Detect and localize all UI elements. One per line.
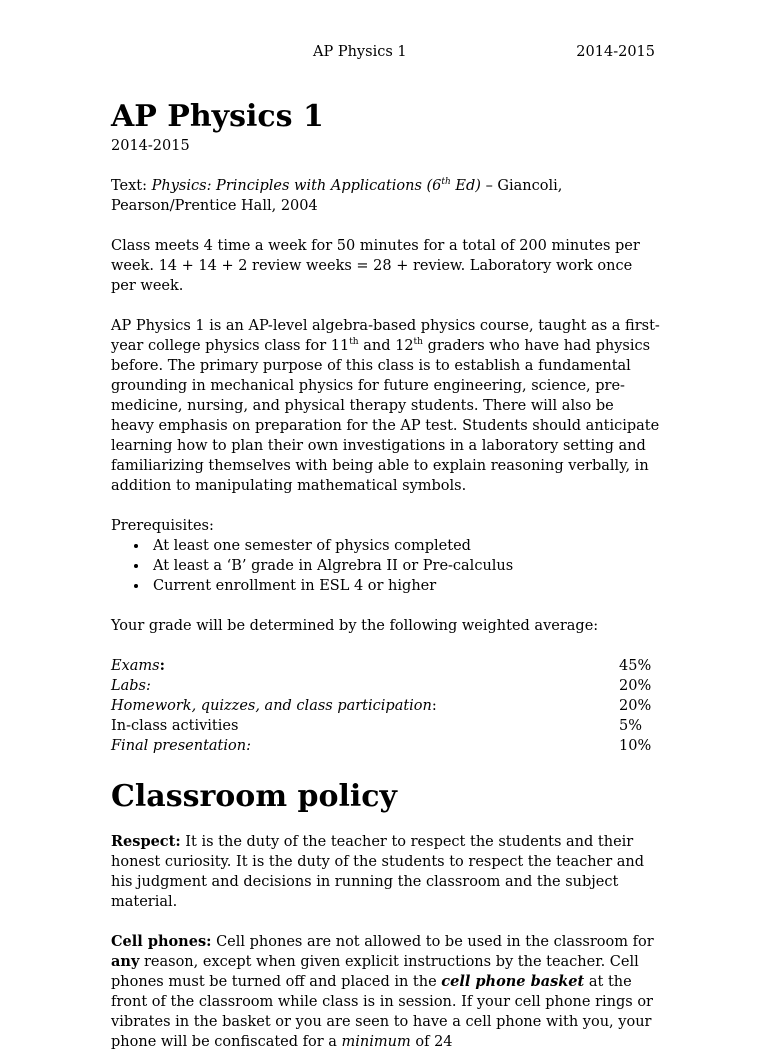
text-reference: Text: Physics: Principles with Applications (6th Ed) – Giancoli, Pearson/Prentice Hall, 2004 (111, 177, 563, 214)
prerequisites-list (111, 536, 661, 596)
grade-table (111, 656, 661, 756)
grade-value: 20% (619, 678, 652, 694)
prerequisites-label: Prerequisites: (111, 518, 214, 534)
grade-value: 20% (619, 698, 652, 714)
respect-paragraph: Respect: It is the duty of the teacher to respect the students and their honest curiosity. It is the duty of the students to respect the teacher and his judgment and decisions in running the classroom and the subject material. (111, 833, 645, 910)
grade-label-exams: Exams: (111, 657, 165, 674)
header-right: 2014-2015 (576, 44, 655, 60)
document-body (111, 100, 661, 1052)
grade-value: 45% (619, 658, 652, 674)
grade-intro: Your grade will be determined by the following weighted average: (111, 618, 599, 634)
document-title: AP Physics 1 (111, 99, 324, 134)
grade-label-labs: Labs: (111, 678, 151, 694)
grade-label-final: Final presentation: (111, 738, 251, 754)
grade-label-homework: Homework, quizzes, and class participation: (111, 698, 437, 714)
description-paragraph: AP Physics 1 is an AP-level algebra-based physics course, taught as a first-year college physics class for 11th and 12th graders who have had physics before. The primary purpose of this class is to establish a fundamental grounding in mechanical physics for future engineering, science, pre-medicine, nursing, and physical therapy students. There will also be heavy emphasis on preparation for the AP test. Students should anticipate learning how to plan their own investigations in a laboratory setting and familiarizing themselves with being able to explain reasoning verbally, in addition to manipulating mathematical symbols. (111, 318, 660, 494)
grade-values (619, 656, 661, 756)
list-item: • At least a ‘B’ grade in Algrebra II or Pre-calculus (149, 556, 661, 576)
document-subtitle: 2014-2015 (111, 138, 190, 154)
list-item: • At least one semester of physics completed (149, 536, 661, 556)
header-left: AP Physics 1 (313, 44, 407, 60)
class-meets-paragraph: Class meets 4 time a week for 50 minutes for a total of 200 minutes per week. 14 + 14 + 2 review weeks = 28 + review. Laboratory work once per week. (111, 238, 640, 294)
classroom-policy-heading: Classroom policy (111, 779, 397, 814)
cell-phones-paragraph: Cell phones: Cell phones are not allowed to be used in the classroom for any reason, except when given explicit instructions by the teacher. Cell phones must be turned off and placed in the cell phone basket at the front of the classroom while class is in session. If your cell phone rings or vibrates in the basket or you are seen to have a cell phone with you, your phone will be confiscated for a minimum of 24 (111, 933, 654, 1050)
list-item: • Current enrollment in ESL 4 or higher (149, 576, 661, 596)
grade-value: 10% (619, 738, 652, 754)
grade-value: 5% (619, 718, 643, 734)
grade-label-inclass: In-class activities (111, 718, 239, 734)
grade-labels (111, 656, 437, 756)
